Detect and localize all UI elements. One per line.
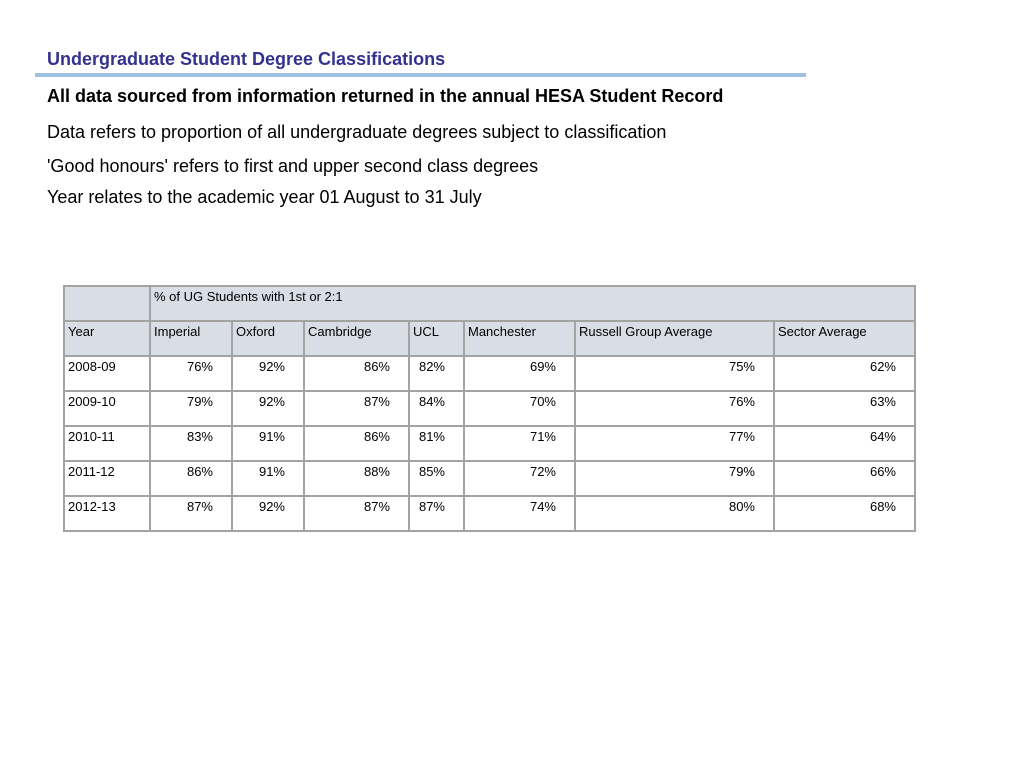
table-cell-oxford: 91% bbox=[232, 461, 304, 496]
table-column-header-row bbox=[64, 321, 915, 356]
column-header-sector-average: Sector Average bbox=[774, 321, 915, 356]
page-title: Undergraduate Student Degree Classifications bbox=[47, 49, 446, 69]
column-header-oxford: Oxford bbox=[232, 321, 304, 356]
table-group-header: % of UG Students with 1st or 2:1 bbox=[150, 286, 915, 321]
table-cell-year: 2008-09 bbox=[64, 356, 150, 391]
column-header-manchester: Manchester bbox=[464, 321, 575, 356]
table-cell-sector-average: 62% bbox=[774, 356, 915, 391]
table-cell-russell-group-average: 79% bbox=[575, 461, 774, 496]
table-cell-imperial: 86% bbox=[150, 461, 232, 496]
table-cell-ucl: 84% bbox=[409, 391, 464, 426]
table-row bbox=[64, 356, 915, 391]
table-row bbox=[64, 461, 915, 496]
table-cell-oxford: 92% bbox=[232, 391, 304, 426]
data-source-subtitle: All data sourced from information returned in the annual HESA Student Record bbox=[47, 86, 724, 106]
note-academic-year: Year relates to the academic year 01 August to 31 July bbox=[47, 187, 482, 207]
table-row bbox=[64, 426, 915, 461]
table-cell-cambridge: 87% bbox=[304, 391, 409, 426]
table-cell-russell-group-average: 75% bbox=[575, 356, 774, 391]
table-row bbox=[64, 496, 915, 531]
column-header-year: Year bbox=[64, 321, 150, 356]
column-header-cambridge: Cambridge bbox=[304, 321, 409, 356]
table-cell-manchester: 69% bbox=[464, 356, 575, 391]
table-cell-sector-average: 66% bbox=[774, 461, 915, 496]
table-cell-ucl: 81% bbox=[409, 426, 464, 461]
table-cell-oxford: 92% bbox=[232, 356, 304, 391]
table-cell-russell-group-average: 80% bbox=[575, 496, 774, 531]
table-cell-year: 2009-10 bbox=[64, 391, 150, 426]
table-cell-ucl: 87% bbox=[409, 496, 464, 531]
table-cell-imperial: 76% bbox=[150, 356, 232, 391]
note-good-honours: 'Good honours' refers to first and upper second class degrees bbox=[47, 156, 539, 176]
table-cell-manchester: 74% bbox=[464, 496, 575, 531]
table-cell-imperial: 87% bbox=[150, 496, 232, 531]
table-group-header-row bbox=[64, 286, 915, 321]
table-cell-manchester: 72% bbox=[464, 461, 575, 496]
table-cell-oxford: 92% bbox=[232, 496, 304, 531]
table-row bbox=[64, 391, 915, 426]
table-cell-russell-group-average: 77% bbox=[575, 426, 774, 461]
table-cell-ucl: 82% bbox=[409, 356, 464, 391]
column-header-imperial: Imperial bbox=[150, 321, 232, 356]
table-cell-imperial: 83% bbox=[150, 426, 232, 461]
table-cell-sector-average: 68% bbox=[774, 496, 915, 531]
table-cell-year: 2012-13 bbox=[64, 496, 150, 531]
table-cell-year: 2011-12 bbox=[64, 461, 150, 496]
column-header-russell-group-average: Russell Group Average bbox=[575, 321, 774, 356]
table-cell-sector-average: 64% bbox=[774, 426, 915, 461]
note-classification-scope: Data refers to proportion of all undergraduate degrees subject to classification bbox=[47, 122, 667, 142]
table-cell-russell-group-average: 76% bbox=[575, 391, 774, 426]
degree-classification-table bbox=[63, 285, 916, 532]
table-cell-oxford: 91% bbox=[232, 426, 304, 461]
table-cell-imperial: 79% bbox=[150, 391, 232, 426]
table-cell-cambridge: 87% bbox=[304, 496, 409, 531]
table-cell-cambridge: 86% bbox=[304, 356, 409, 391]
column-header-ucl: UCL bbox=[409, 321, 464, 356]
table-cell-sector-average: 63% bbox=[774, 391, 915, 426]
table-cell-cambridge: 86% bbox=[304, 426, 409, 461]
table-cell-manchester: 71% bbox=[464, 426, 575, 461]
table-cell-cambridge: 88% bbox=[304, 461, 409, 496]
table-corner-cell bbox=[64, 286, 150, 321]
table-cell-year: 2010-11 bbox=[64, 426, 150, 461]
title-underline bbox=[35, 73, 806, 77]
table-cell-ucl: 85% bbox=[409, 461, 464, 496]
table-cell-manchester: 70% bbox=[464, 391, 575, 426]
